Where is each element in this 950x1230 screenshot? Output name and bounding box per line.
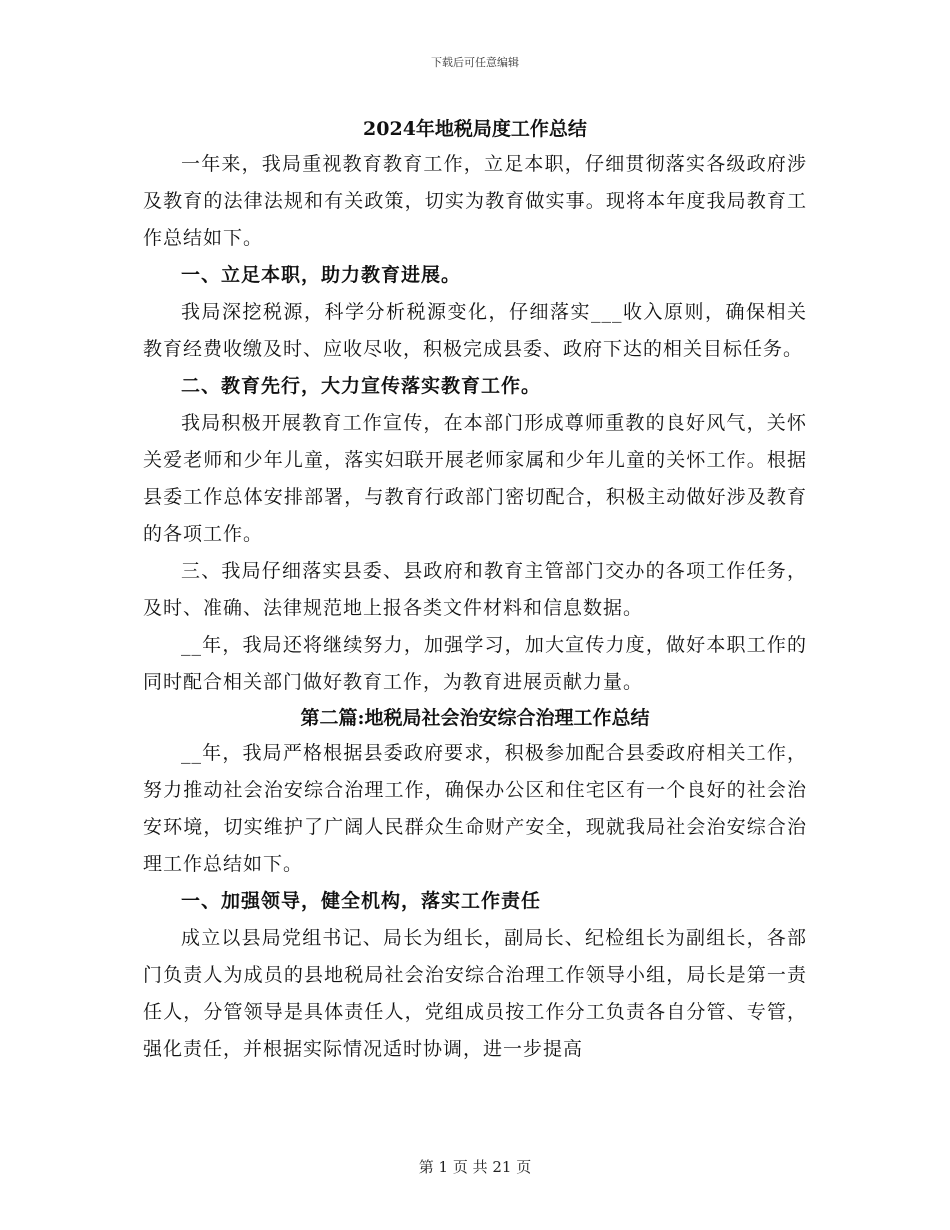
section-heading: 一、立足本职，助力教育进展。 bbox=[181, 264, 462, 286]
paragraph: 成立以县局党组书记、局长为组长，副局长、纪检组长为副组长，各部门负责人为成员的县地税局社会治安综合治理工作领导小组，局长是第一责任人，分管领导是具体责任人，党组成员按工作分工负责各自分管、专管，强化责任，并根据实际情况适时协调，进一步提高 bbox=[143, 927, 807, 1060]
header-note: 下载后可任意编辑 bbox=[431, 56, 519, 69]
section-heading: 二、教育先行，大力宣传落实教育工作。 bbox=[181, 375, 542, 397]
paragraph: 一年来，我局重视教育教育工作，立足本职，仔细贯彻落实各级政府涉及教育的法律法规和有关政策，切实为教育做实事。现将本年度我局教育工作总结如下。 bbox=[143, 153, 807, 249]
document-body bbox=[143, 112, 807, 1068]
section-heading: 一、加强领导，健全机构，落实工作责任 bbox=[181, 890, 542, 912]
second-article-title: 第二篇:地税局社会治安综合治理工作总结 bbox=[300, 707, 650, 729]
paragraph: 我局深挖税源，科学分析税源变化，仔细落实___收入原则，确保相关教育经费收缴及时、应收尽收，积极完成县委、政府下达的相关目标任务。 bbox=[143, 301, 807, 360]
paragraph: __年，我局严格根据县委政府要求，积极参加配合县委政府相关工作，努力推动社会治安综合治理工作，确保办公区和住宅区有一个良好的社会治安环境，切实维护了广阔人民群众生命财产安全，现就我局社会治安综合治理工作总结如下。 bbox=[143, 742, 807, 875]
paragraph: 三、我局仔细落实县委、县政府和教育主管部门交办的各项工作任务，及时、准确、法律规范地上报各类文件材料和信息数据。 bbox=[143, 560, 807, 619]
paragraph: 我局积极开展教育工作宣传，在本部门形成尊师重教的良好风气，关怀关爱老师和少年儿童，落实妇联开展老师家属和少年儿童的关怀工作。根据县委工作总体安排部署，与教育行政部门密切配合，积极主动做好涉及教育的各项工作。 bbox=[143, 412, 807, 545]
document-title: 2024年地税局度工作总结 bbox=[363, 118, 587, 140]
paragraph: __年，我局还将继续努力，加强学习，加大宣传力度，做好本职工作的同时配合相关部门做好教育工作，为教育进展贡献力量。 bbox=[143, 634, 807, 693]
page-number: 第 1 页 共 21 页 bbox=[418, 1158, 532, 1176]
